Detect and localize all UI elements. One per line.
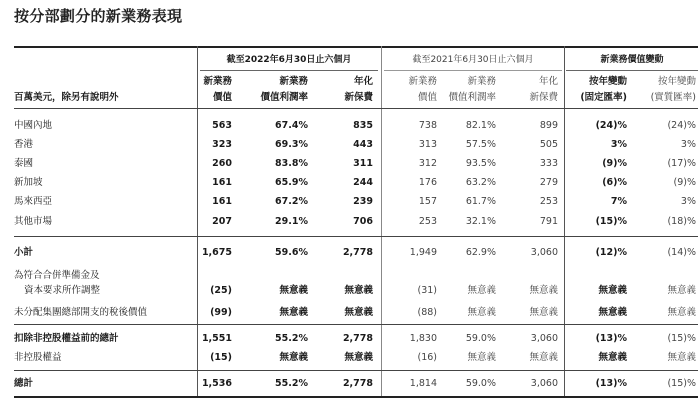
table-cell: 1,551	[201, 333, 232, 344]
col-header-vonb-2022: 新業務	[203, 76, 232, 87]
table-cell: (31)	[417, 285, 437, 296]
table-cell: 63.2%	[465, 177, 496, 188]
col-header-ape-2021-line2: 新保費	[529, 92, 558, 103]
table-cell: (99)	[210, 307, 232, 318]
table-cell: 3,060	[530, 378, 558, 389]
table-cell: 3%	[610, 139, 627, 150]
table-cell: (9)%	[602, 158, 627, 169]
col-header-yoy-cer-line2: (固定匯率)	[580, 92, 627, 103]
group-rule-2021	[384, 70, 562, 71]
table-cell: 67.2%	[275, 196, 308, 207]
col-header-ape-2022: 年化	[353, 76, 373, 87]
table-cell: (13)%	[595, 333, 627, 344]
table-cell: (15)%	[667, 333, 696, 344]
group-rule-change	[566, 70, 698, 71]
table-cell: 無意義	[344, 285, 373, 296]
table-cell: 899	[539, 120, 558, 131]
column-divider	[197, 46, 198, 398]
table-cell: 32.1%	[465, 216, 496, 227]
table-cell: (13)%	[595, 378, 627, 389]
table-cell: 706	[353, 216, 373, 227]
col-header-ape-2021: 年化	[538, 76, 558, 87]
table-cell: (17)%	[667, 158, 696, 169]
table-cell: 無意義	[529, 352, 558, 363]
table-cell: 443	[353, 139, 373, 150]
table-cell: 2,778	[342, 378, 373, 389]
table-cell: (14)%	[667, 247, 696, 258]
table-cell: 59.0%	[465, 333, 496, 344]
table-cell: (15)%	[595, 216, 627, 227]
table-cell: 無意義	[667, 285, 696, 296]
table-cell: 279	[539, 177, 558, 188]
table-cell: (15)%	[667, 378, 696, 389]
table-cell: 260	[212, 158, 232, 169]
table-cell: 無意義	[467, 352, 496, 363]
table-cell: 3,060	[530, 333, 558, 344]
table-cell: 244	[353, 177, 373, 188]
table-cell: 無意義	[467, 285, 496, 296]
table-cell: 無意義	[529, 307, 558, 318]
row-separator-rule	[14, 324, 698, 325]
col-header-margin-2021-line2: 價值利潤率	[448, 92, 496, 103]
col-header-yoy-aer: 按年變動	[657, 76, 696, 87]
row-label: 扣除非控股權益前的總計	[14, 333, 119, 344]
col-header-vonb-2022-line2: 價值	[212, 92, 232, 103]
table-cell: 無意義	[667, 307, 696, 318]
row-label: 為符合合併準備金及	[14, 270, 100, 281]
table-cell: 161	[212, 196, 232, 207]
table-top-rule	[14, 46, 698, 48]
table-cell: 59.6%	[275, 247, 308, 258]
table-cell: 55.2%	[275, 333, 308, 344]
col-header-margin-2021: 新業務	[467, 76, 496, 87]
table-cell: 161	[212, 177, 232, 188]
row-label: 非控股權益	[14, 352, 62, 363]
row-label: 未分配集團總部開支的稅後價值	[14, 307, 148, 318]
table-cell: 333	[539, 158, 558, 169]
table-cell: 無意義	[598, 285, 627, 296]
table-cell: 1,830	[409, 333, 437, 344]
row-label: 其他市場	[14, 216, 53, 227]
table-cell: 無意義	[467, 307, 496, 318]
table-cell: 3,060	[530, 247, 558, 258]
table-cell: (15)	[210, 352, 232, 363]
table-cell: 無意義	[598, 352, 627, 363]
row-label-line2: 資本要求所作調整	[24, 285, 101, 296]
page-title: 按分部劃分的新業務表現	[14, 7, 183, 25]
table-cell: 1,675	[201, 247, 232, 258]
table-cell: 無意義	[667, 352, 696, 363]
row-label: 總計	[14, 378, 34, 389]
table-cell: 57.5%	[465, 139, 496, 150]
table-cell: 無意義	[529, 285, 558, 296]
table-cell: 7%	[610, 196, 627, 207]
table-cell: (88)	[417, 307, 437, 318]
table-cell: 1,536	[201, 378, 232, 389]
table-cell: 93.5%	[465, 158, 496, 169]
col-header-yoy-aer-line2: (實質匯率)	[650, 92, 696, 103]
col-header-vonb-2021: 新業務	[408, 76, 437, 87]
group-header-2021: 截至2021年6月30日止六個月	[412, 55, 534, 65]
table-cell: 29.1%	[275, 216, 308, 227]
row-label: 泰國	[14, 158, 34, 169]
table-cell: (6)%	[602, 177, 627, 188]
row-label: 馬來西亞	[14, 196, 53, 207]
table-cell: (25)	[210, 285, 232, 296]
group-rule-2022	[200, 70, 378, 71]
table-cell: 2,778	[342, 247, 373, 258]
table-bottom-rule	[14, 396, 698, 398]
row-label: 中國內地	[14, 120, 53, 131]
table-cell: 738	[418, 120, 437, 131]
table-cell: 311	[353, 158, 373, 169]
row-label: 香港	[14, 139, 34, 150]
table-cell: 157	[418, 196, 437, 207]
table-cell: 無意義	[279, 285, 308, 296]
table-cell: 61.7%	[465, 196, 496, 207]
table-cell: (24)%	[595, 120, 627, 131]
table-cell: 無意義	[279, 307, 308, 318]
table-cell: 505	[539, 139, 558, 150]
table-cell: 1,949	[409, 247, 437, 258]
row-header-label: 百萬美元，除另有說明外	[14, 92, 119, 103]
row-separator-rule	[14, 236, 698, 237]
table-cell: (12)%	[595, 247, 627, 258]
table-cell: 3%	[680, 139, 696, 150]
table-cell: 55.2%	[275, 378, 308, 389]
table-cell: 62.9%	[465, 247, 496, 258]
table-cell: 無意義	[344, 352, 373, 363]
col-header-margin-2022: 新業務	[279, 76, 308, 87]
row-label: 新加坡	[14, 177, 43, 188]
col-header-yoy-cer: 按年變動	[588, 76, 627, 87]
table-cell: 323	[212, 139, 232, 150]
row-separator-rule	[14, 370, 698, 371]
table-cell: 253	[418, 216, 437, 227]
row-label: 小計	[14, 247, 34, 258]
table-cell: 239	[353, 196, 373, 207]
group-header-change: 新業務價值變動	[600, 55, 664, 65]
col-header-margin-2022-line2: 價值利潤率	[260, 92, 308, 103]
table-cell: 69.3%	[275, 139, 308, 150]
table-cell: 313	[418, 139, 437, 150]
table-cell: 835	[353, 120, 373, 131]
table-cell: 83.8%	[275, 158, 308, 169]
group-header-2022: 截至2022年6月30日止六個月	[226, 55, 352, 65]
table-cell: 207	[212, 216, 232, 227]
table-cell: 3%	[680, 196, 696, 207]
table-cell: 253	[539, 196, 558, 207]
table-cell: 791	[539, 216, 558, 227]
table-cell: 1,814	[409, 378, 437, 389]
table-cell: 59.0%	[465, 378, 496, 389]
table-cell: 無意義	[598, 307, 627, 318]
table-cell: (18)%	[667, 216, 696, 227]
table-cell: (24)%	[667, 120, 696, 131]
table-cell: 65.9%	[275, 177, 308, 188]
col-header-vonb-2021-line2: 價值	[417, 92, 437, 103]
table-cell: (16)	[417, 352, 437, 363]
table-cell: 67.4%	[275, 120, 308, 131]
table-cell: 312	[418, 158, 437, 169]
table-cell: 563	[212, 120, 232, 131]
table-cell: 無意義	[279, 352, 308, 363]
col-header-ape-2022-line2: 新保費	[344, 92, 373, 103]
header-bottom-rule	[14, 108, 698, 109]
column-divider	[564, 46, 565, 398]
table-cell: 82.1%	[465, 120, 496, 131]
table-cell: 2,778	[342, 333, 373, 344]
table-cell: (9)%	[673, 177, 696, 188]
column-divider	[381, 46, 382, 398]
table-cell: 176	[418, 177, 437, 188]
table-cell: 無意義	[344, 307, 373, 318]
